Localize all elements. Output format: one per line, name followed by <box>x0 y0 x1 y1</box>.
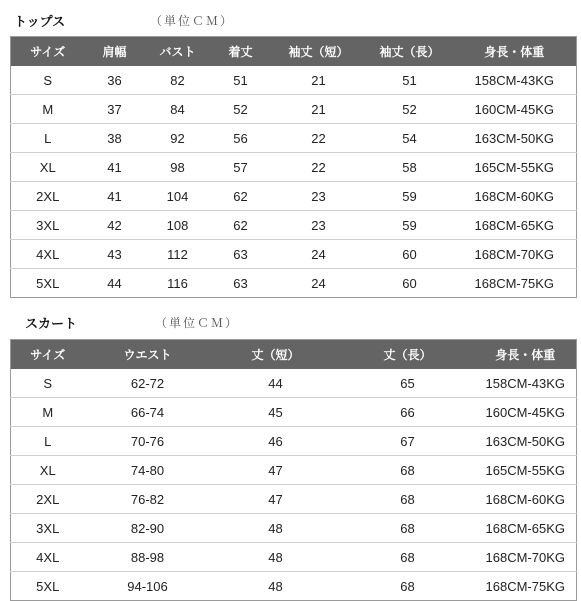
table-row <box>11 153 577 182</box>
table-cell: 46 <box>211 427 341 456</box>
table-cell: 22 <box>271 153 367 182</box>
tops-header-shoulder: 肩幅 <box>102 45 127 59</box>
table-cell: 70-76 <box>85 427 211 456</box>
skirt-section-title: スカート <box>25 317 78 332</box>
table-cell: 3XL <box>11 211 85 240</box>
table-cell: 56 <box>211 124 271 153</box>
table-row <box>11 398 577 427</box>
skirt-size-table <box>10 339 577 601</box>
table-cell: 58 <box>367 153 453 182</box>
table-cell: 21 <box>271 95 367 124</box>
table-cell: 57 <box>211 153 271 182</box>
table-cell: 41 <box>85 182 145 211</box>
skirt-header-size: サイズ <box>30 348 66 362</box>
table-cell: 48 <box>211 543 341 572</box>
table-cell: 82 <box>170 72 185 88</box>
table-row <box>11 427 577 456</box>
tops-header-sleeve-long: 袖丈（長） <box>379 45 440 59</box>
table-cell: 68 <box>341 572 475 601</box>
table-cell: 63 <box>211 269 271 298</box>
table-cell: 158CM-43KG <box>474 72 554 88</box>
tops-header-bust: バスト <box>159 45 196 59</box>
table-cell: S <box>43 72 53 88</box>
table-cell: 68 <box>341 543 475 572</box>
table-cell: 168CM-60KG <box>475 485 577 514</box>
tops-header-size: サイズ <box>30 45 66 59</box>
table-row <box>11 66 577 95</box>
table-row <box>11 485 577 514</box>
table-cell: 82-90 <box>85 514 211 543</box>
table-cell: 47 <box>211 456 341 485</box>
table-cell: 24 <box>271 269 367 298</box>
table-cell: 48 <box>211 572 341 601</box>
table-cell: 88-98 <box>85 543 211 572</box>
table-cell: M <box>11 398 85 427</box>
skirt-header-length-short: 丈（短） <box>251 348 300 362</box>
skirt-header-height-weight: 身長・体重 <box>495 348 556 362</box>
table-cell: 165CM-55KG <box>475 456 577 485</box>
table-cell: 52 <box>367 95 453 124</box>
table-cell: 36 <box>107 72 122 88</box>
table-cell: 68 <box>341 456 475 485</box>
skirt-header-length-long: 丈（長） <box>383 348 432 362</box>
table-cell: L <box>11 124 85 153</box>
table-row <box>11 456 577 485</box>
table-cell: 3XL <box>11 514 85 543</box>
table-cell: 98 <box>145 153 211 182</box>
table-cell: 54 <box>367 124 453 153</box>
table-cell: 45 <box>211 398 341 427</box>
table-cell: 5XL <box>11 572 85 601</box>
tops-header-length: 着丈 <box>228 45 253 59</box>
table-cell: 67 <box>341 427 475 456</box>
table-cell: 163CM-50KG <box>475 427 577 456</box>
table-cell: 108 <box>145 211 211 240</box>
table-cell: 66 <box>341 398 475 427</box>
table-cell: 59 <box>367 182 453 211</box>
table-cell: 38 <box>85 124 145 153</box>
table-cell: 168CM-70KG <box>475 543 577 572</box>
table-cell: XL <box>11 456 85 485</box>
table-cell: 41 <box>85 153 145 182</box>
table-cell: 68 <box>341 485 475 514</box>
table-cell: 66-74 <box>85 398 211 427</box>
table-row <box>11 572 577 601</box>
table-cell: 104 <box>145 182 211 211</box>
table-cell: 160CM-45KG <box>475 398 577 427</box>
table-cell: 112 <box>145 240 211 269</box>
table-cell: 48 <box>211 514 341 543</box>
table-cell: 37 <box>85 95 145 124</box>
tops-unit-label: （単位ＣＭ） <box>150 14 235 28</box>
table-row <box>11 269 577 298</box>
table-cell: 168CM-65KG <box>475 514 577 543</box>
table-cell: 4XL <box>11 543 85 572</box>
table-cell: 116 <box>145 269 211 298</box>
table-cell: 44 <box>85 269 145 298</box>
table-cell: 76-82 <box>85 485 211 514</box>
table-cell: 4XL <box>11 240 85 269</box>
table-row <box>11 369 577 398</box>
table-cell: 59 <box>367 211 453 240</box>
table-cell: 63 <box>211 240 271 269</box>
table-row <box>11 543 577 572</box>
table-cell: 5XL <box>11 269 85 298</box>
table-cell: XL <box>11 153 85 182</box>
table-cell: 163CM-50KG <box>453 124 577 153</box>
table-cell: 158CM-43KG <box>485 375 565 391</box>
table-cell: 74-80 <box>85 456 211 485</box>
table-cell: 24 <box>271 240 367 269</box>
table-cell: 165CM-55KG <box>453 153 577 182</box>
table-cell: 60 <box>367 240 453 269</box>
table-cell: 23 <box>271 211 367 240</box>
table-cell: 23 <box>271 182 367 211</box>
table-cell: 62 <box>211 182 271 211</box>
table-cell: 44 <box>268 375 283 391</box>
table-cell: 51 <box>233 72 248 88</box>
table-cell: 160CM-45KG <box>453 95 577 124</box>
tops-header-height-weight: 身長・体重 <box>484 45 545 59</box>
table-row <box>11 95 577 124</box>
table-cell: 42 <box>85 211 145 240</box>
table-cell: 168CM-70KG <box>453 240 577 269</box>
tops-section-title: トップス <box>14 15 66 30</box>
table-cell: 65 <box>400 375 415 391</box>
table-cell: L <box>11 427 85 456</box>
tops-header-row <box>11 37 577 67</box>
table-cell: 62 <box>211 211 271 240</box>
table-row <box>11 182 577 211</box>
table-cell: 47 <box>211 485 341 514</box>
table-cell: 52 <box>211 95 271 124</box>
table-cell: 68 <box>341 514 475 543</box>
table-cell: 2XL <box>11 485 85 514</box>
table-cell: 168CM-75KG <box>453 269 577 298</box>
table-row <box>11 514 577 543</box>
skirt-header-row <box>11 340 577 370</box>
table-cell: 60 <box>367 269 453 298</box>
table-cell: 168CM-60KG <box>453 182 577 211</box>
table-cell: 168CM-65KG <box>453 211 577 240</box>
table-cell: 51 <box>402 72 417 88</box>
skirt-unit-label: （単位ＣＭ） <box>155 316 240 330</box>
table-cell: 92 <box>145 124 211 153</box>
table-cell: 43 <box>85 240 145 269</box>
table-cell: 168CM-75KG <box>475 572 577 601</box>
table-cell: 94-106 <box>85 572 211 601</box>
tops-header-sleeve-short: 袖丈（短） <box>288 45 349 59</box>
table-cell: 2XL <box>11 182 85 211</box>
table-cell: 21 <box>311 72 326 88</box>
table-cell: 62-72 <box>130 375 165 391</box>
table-cell: M <box>11 95 85 124</box>
table-row <box>11 124 577 153</box>
table-cell: S <box>43 375 53 391</box>
table-cell: 84 <box>145 95 211 124</box>
table-cell: 22 <box>271 124 367 153</box>
skirt-header-waist: ウエスト <box>123 348 172 362</box>
tops-size-table <box>10 36 577 298</box>
table-row <box>11 211 577 240</box>
table-row <box>11 240 577 269</box>
